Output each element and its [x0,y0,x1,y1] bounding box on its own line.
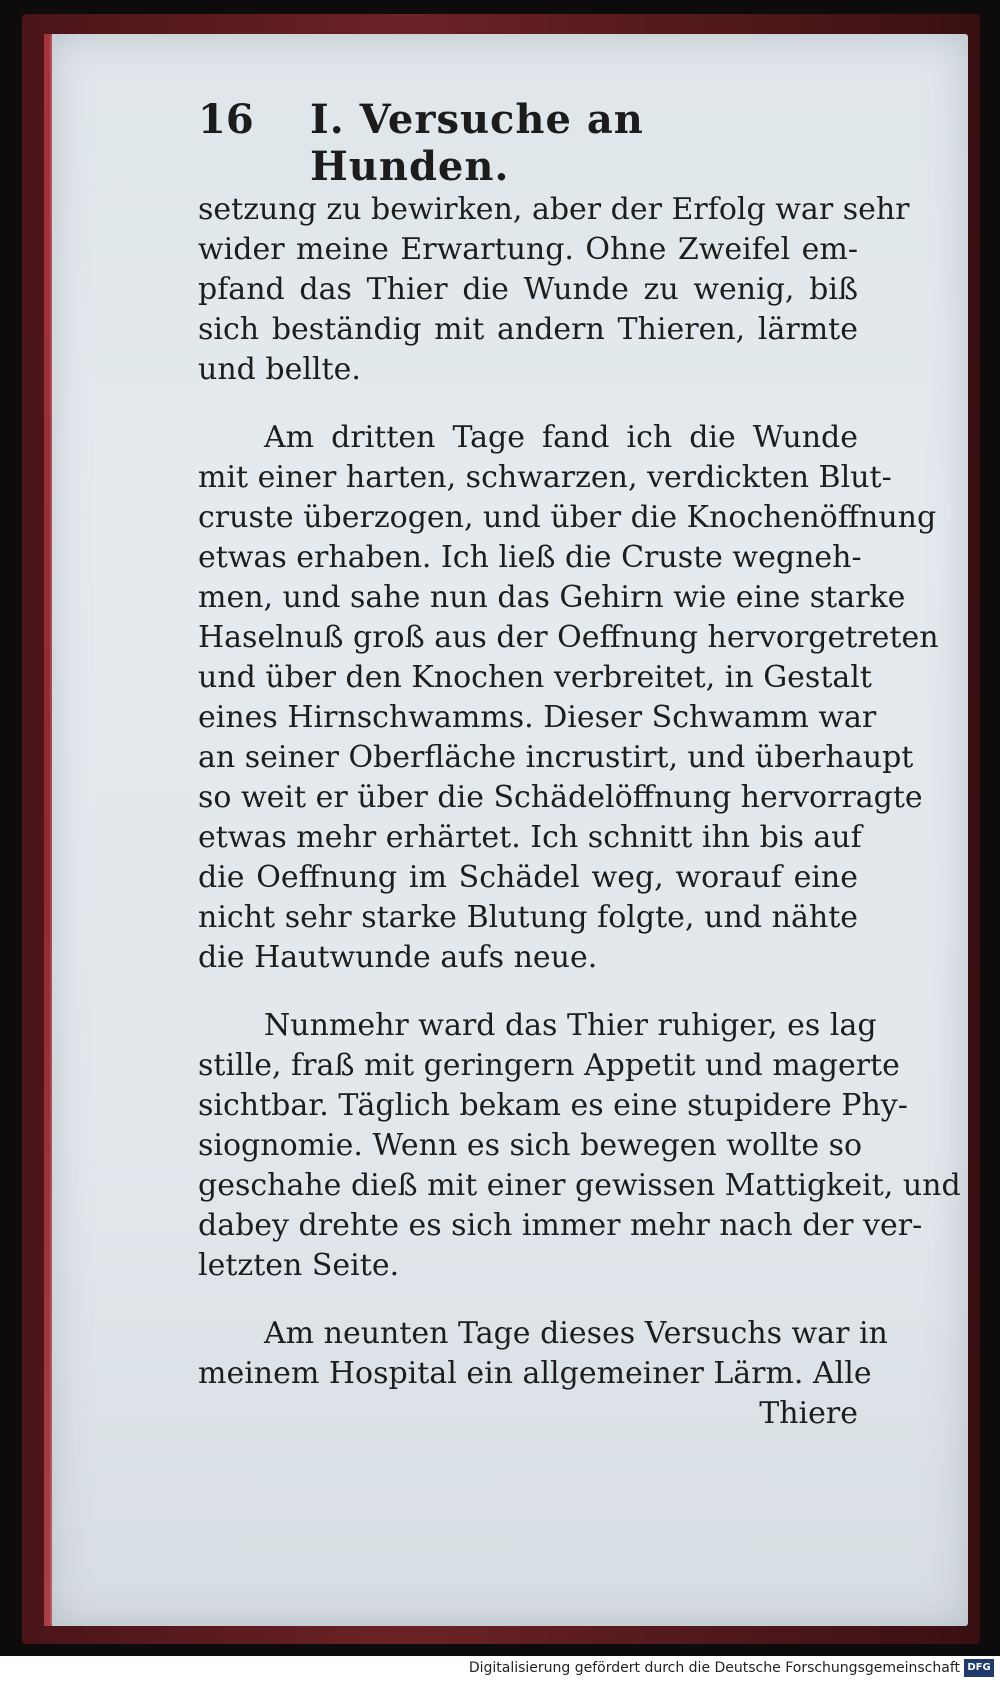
text-line: meinem Hospital ein allgemeiner Lärm. Alle [198,1356,872,1391]
text-line: und bellte. [198,352,361,387]
text-line: pfand das Thier die Wunde zu wenig, biß [198,272,858,307]
digitization-footer [0,1656,1000,1683]
text-line: etwas mehr erhärtet. Ich schnitt ihn bis auf [198,820,862,855]
text-line: Am neunten Tage dieses Versuchs war in [264,1316,888,1351]
catchword: Thiere [759,1396,858,1431]
page-header [198,96,798,190]
text-line: etwas erhaben. Ich ließ die Cruste wegneh- [198,540,862,575]
dfg-logo-icon: DFG [964,1659,994,1677]
text-line: und über den Knochen verbreitet, in Gestalt [198,660,872,695]
text-line: wider meine Erwartung. Ohne Zweifel em- [198,232,858,267]
text-line: Am dritten Tage fand ich die Wunde [264,420,858,455]
text-line: die Oeffnung im Schädel weg, worauf eine [198,860,858,895]
text-line: nicht sehr starke Blutung folgte, und nähte [198,900,858,935]
text-line: stille, fraß mit geringern Appetit und magerte [198,1048,900,1083]
running-title: I. Versuche an Hunden. [310,96,644,190]
text-line: so weit er über die Schädelöffnung hervorragte [198,780,923,815]
text-line: mit einer harten, schwarzen, verdickten Blut- [198,460,892,495]
text-line: dabey drehte es sich immer mehr nach der ver- [198,1208,923,1243]
paragraph-1 [198,190,910,390]
page-number: 16 [198,96,254,143]
text-line: an seiner Oberfläche incrustirt, und überhaupt [198,740,914,775]
text-line: letzten Seite. [198,1248,400,1283]
body-text [198,190,961,1434]
paragraph-2 [198,418,939,978]
text-line: eines Hirnschwamms. Dieser Schwamm war [198,700,877,735]
text-line: setzung zu bewirken, aber der Erfolg war sehr [198,192,910,227]
text-line: siognomie. Wenn es sich bewegen wollte so [198,1128,863,1163]
text-line: geschahe dieß mit einer gewissen Mattigkeit, und [198,1168,961,1203]
paragraph-4 [198,1314,888,1434]
text-line: men, und sahe nun das Gehirn wie eine starke [198,580,906,615]
text-line: cruste überzogen, und über die Knochenöffnung [198,500,937,535]
text-line: sichtbar. Täglich bekam es eine stupidere Phy- [198,1088,908,1123]
text-line: die Hautwunde aufs neue. [198,940,598,975]
text-line: Haselnuß groß aus der Oeffnung hervorgetreten [198,620,939,655]
funding-credit: Digitalisierung gefördert durch die Deutsche Forschungsgemeinschaft [468,1660,960,1676]
text-line: sich beständig mit andern Thieren, lärmte [198,312,858,347]
text-line: Nunmehr ward das Thier ruhiger, es lag [264,1008,877,1043]
paragraph-3 [198,1006,961,1286]
